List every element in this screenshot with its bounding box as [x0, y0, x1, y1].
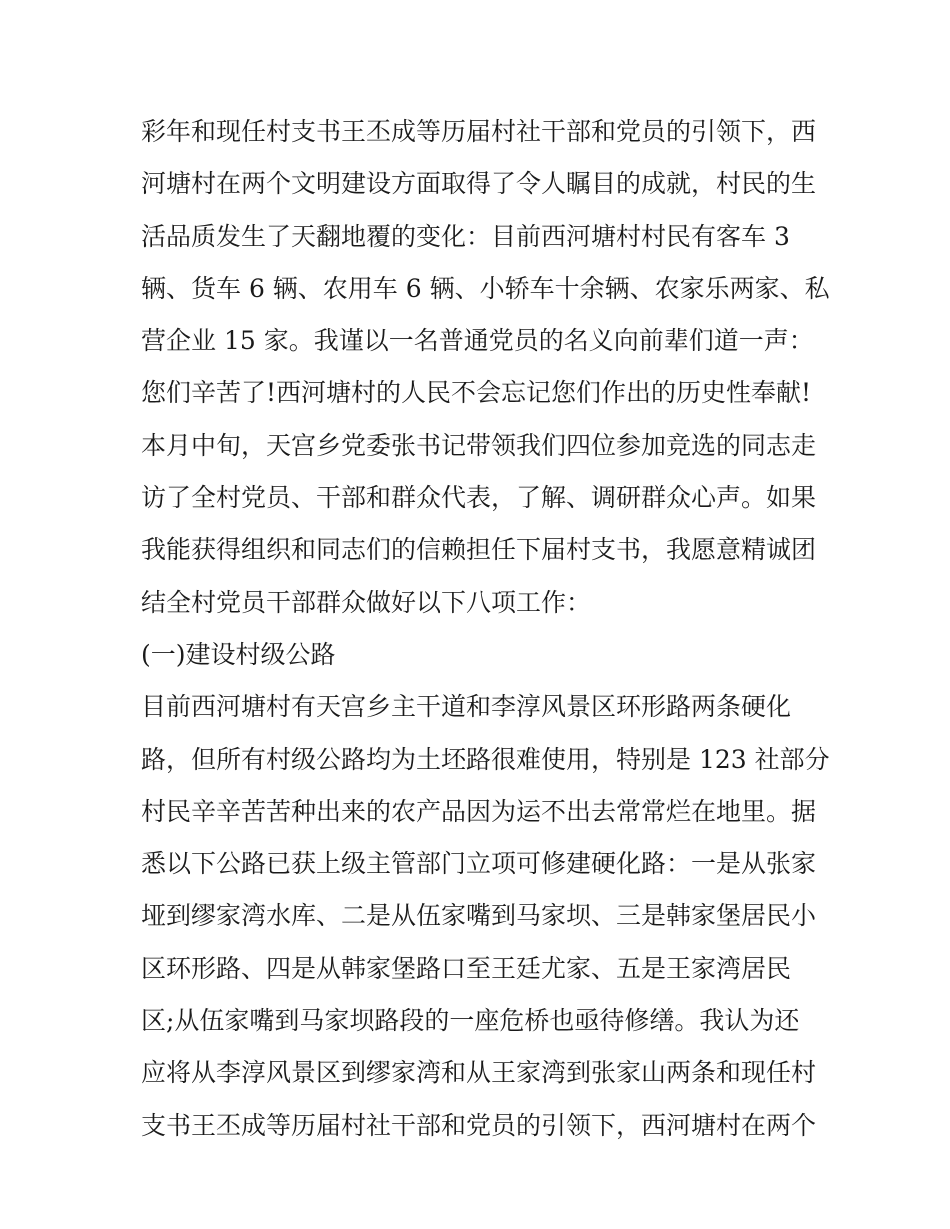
text-line: 路，但所有村级公路均为土坯路很难使用，特别是 123 社部分 — [141, 744, 830, 774]
text-line: 本月中旬，天宫乡党委张书记带领我们四位参加竞选的同志走 — [141, 430, 817, 460]
text-line: 访了全村党员、干部和群众代表，了解、调研群众心声。如果 — [141, 483, 817, 513]
text-line: 支书王丕成等历届村社干部和党员的引领下，西河塘村在两个 — [141, 1110, 817, 1140]
section-heading: (一)建设村级公路 — [141, 639, 336, 669]
text-line: 活品质发生了天翻地覆的变化：目前西河塘村村民有客车 3 — [141, 221, 790, 251]
text-line: 悉以下公路已获上级主管部门立项可修建硬化路：一是从张家 — [141, 849, 817, 879]
text-line: 您们辛苦了!西河塘村的人民不会忘记您们作出的历史性奉献! — [141, 378, 812, 408]
text-line: 区;从伍家嘴到马家坝路段的一座危桥也亟待修缮。我认为还 — [141, 1006, 800, 1036]
text-line: 我能获得组织和同志们的信赖担任下届村支书，我愿意精诚团 — [141, 535, 817, 565]
text-line: 村民辛辛苦苦种出来的农产品因为运不出去常常烂在地里。据 — [141, 796, 817, 826]
text-line: 结全村党员干部群众做好以下八项工作： — [141, 587, 592, 617]
text-line: 目前西河塘村有天宫乡主干道和李淳风景区环形路两条硬化 — [141, 692, 792, 722]
text-line: 区环形路、四是从韩家堡路口至王廷尤家、五是王家湾居民 — [141, 953, 792, 983]
text-line: 河塘村在两个文明建设方面取得了令人瞩目的成就，村民的生 — [141, 169, 817, 199]
text-line: 辆、货车 6 辆、农用车 6 辆、小轿车十余辆、农家乐两家、私 — [141, 273, 830, 303]
text-line: 应将从李淳风景区到缪家湾和从王家湾到张家山两条和现任村 — [141, 1058, 817, 1088]
text-line: 营企业 15 家。我谨以一名普通党员的名义向前辈们道一声： — [141, 326, 814, 356]
text-line: 垭到缪家湾水库、二是从伍家嘴到马家坝、三是韩家堡居民小 — [141, 901, 817, 931]
text-line: 彩年和现任村支书王丕成等历届村社干部和党员的引领下，西 — [141, 117, 817, 146]
body-text — [141, 106, 830, 1152]
